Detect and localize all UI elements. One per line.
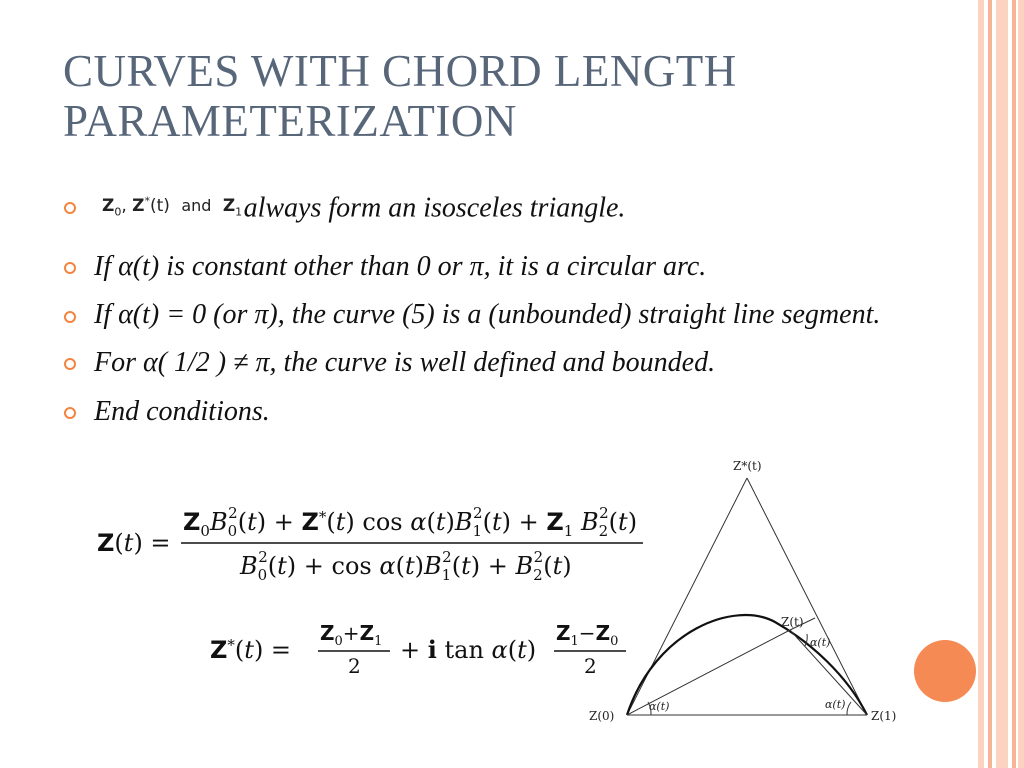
label-angle-left: α(t) [649, 700, 670, 713]
bullet-marker-icon [64, 202, 76, 214]
svg-text:Z*(t) =: Z*(t) = [210, 636, 292, 664]
bullet-item-4 [64, 342, 964, 384]
triangle-diagram [585, 450, 915, 735]
bullet-text-3: If α(t) = 0 (or π), the curve (5) is a (unbounded) straight line segment. [94, 299, 881, 331]
title-line-1: CURVES WITH CHORD LENGTH [63, 46, 737, 96]
decorative-circle [914, 640, 976, 702]
bullet-text-2: If α(t) is constant other than 0 or π, it is a circular arc. [94, 251, 707, 283]
triangle-right-edge [747, 478, 867, 715]
label-angle-top: α(t) [810, 636, 831, 649]
label-point: Z(t) [781, 615, 804, 629]
angle-arc-right [847, 702, 851, 715]
svg-text:Z(t) =: Z(t) = [97, 529, 171, 557]
bullet-text-4: For α( 1/2 ) ≠ π, the curve is well defined and bounded. [94, 347, 716, 379]
equation-curve [95, 498, 655, 588]
svg-text:Z0+Z1: $Z_0+Z_1$ [320, 621, 383, 649]
bullet-item-5 [64, 391, 964, 433]
bullet-marker-icon [64, 311, 76, 323]
bullet-marker-icon [64, 358, 76, 370]
bullet-item-1 [64, 186, 964, 239]
svg-text:B02(t) + cos α(t)B12(t) + B22(: $B_02(t) + \cos \alpha(t)B_12(t) + B_22(t)$ [240, 548, 572, 584]
svg-text:2: 2 [584, 654, 597, 678]
label-apex: Z*(t) [733, 459, 762, 473]
svg-text:Z0B02(t) + Z*(t) cos α(t)B12(t: $Z_0B_02(t) + Z^*(t)$ $\cos \alpha(t)B_12(t) + Z_1$ $B_22(t)$ [183, 504, 638, 540]
svg-text:2: 2 [348, 654, 361, 678]
label-right: Z(1) [871, 709, 897, 723]
right-stripes [978, 0, 1024, 768]
stripe-1 [978, 0, 984, 768]
stripe-5 [1018, 0, 1024, 768]
svg-text:+ i tan α(t): + i tan α(t) [400, 635, 537, 664]
bullet-text-5: End conditions. [94, 396, 270, 428]
stripe-4 [1012, 0, 1016, 768]
bullet-marker-icon [64, 407, 76, 419]
bullet-text-1: always form an isosceles triangle. [243, 192, 626, 224]
bullet-list [64, 186, 964, 440]
title-line-2: PARAMETERIZATION [63, 96, 517, 146]
label-angle-right: α(t) [825, 698, 846, 711]
inline-math-terms: Z0, Z*(t) and Z1 [102, 194, 243, 219]
triangle-left-edge [627, 478, 747, 715]
stripe-2 [988, 0, 992, 768]
stripe-3 [996, 0, 1008, 768]
equation-apex [208, 618, 638, 688]
bullet-item-3 [64, 295, 964, 335]
slide-title [63, 46, 943, 146]
bullet-item-2 [64, 246, 964, 288]
bullet-marker-icon [64, 262, 76, 274]
label-left: Z(0) [589, 709, 615, 723]
svg-text:Z1−Z0: $Z_1-Z_0$ [556, 621, 619, 649]
